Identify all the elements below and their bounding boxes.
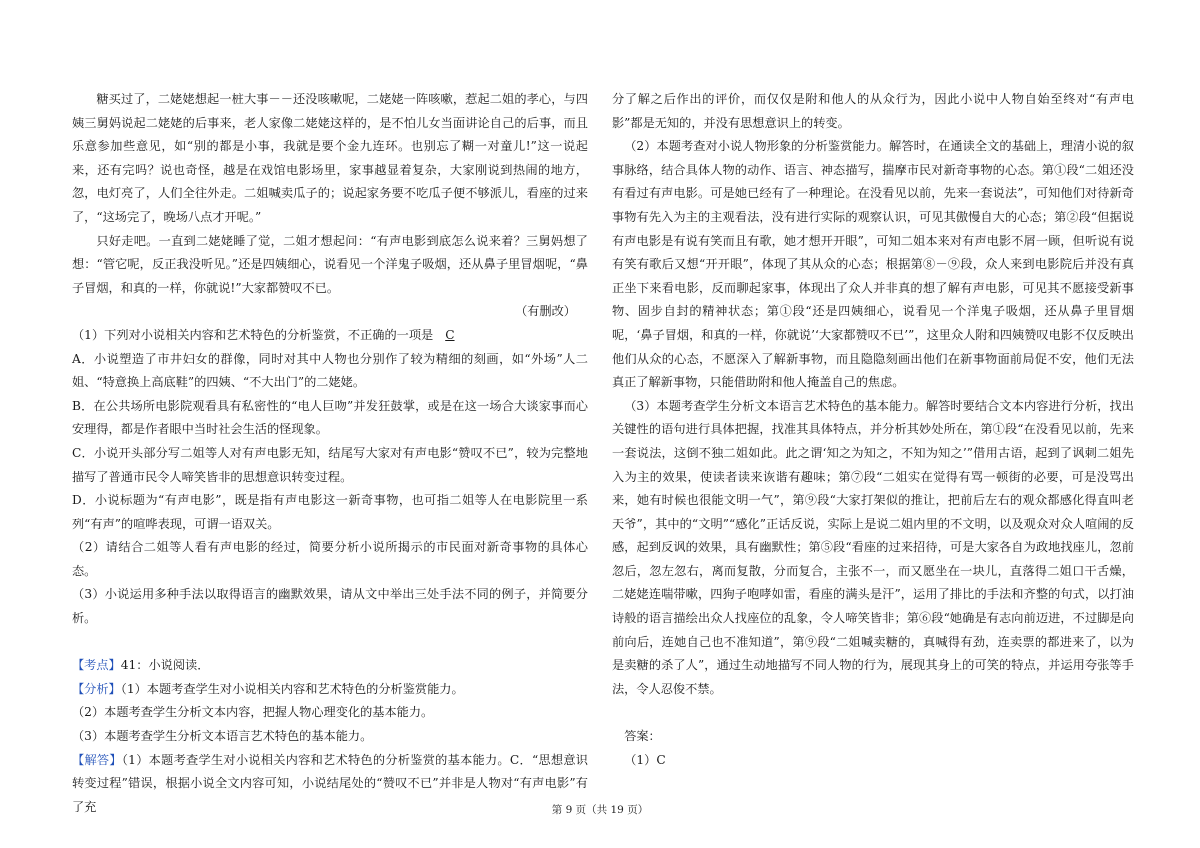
question-1-answer: C [445, 327, 455, 342]
question-3: （3）小说运用多种手法以取得语言的幽默效果，请从文中举出三处手法不同的例子，并简要分析。 [72, 587, 588, 626]
fenxi-line-3: （3）本题考查学生分析文本语言艺术特色的基本能力。 [72, 729, 373, 744]
jieda-1-continued: 分了解之后作出的评价，而仅仅是附和他人的从众行为，因此小说中人物自始至终对“有声电影”都是无知的，并没有思想意识上的转变。 [612, 92, 1134, 130]
fenxi-tag: 【分析】 [72, 681, 121, 696]
answer-1: （1）C [624, 752, 666, 767]
kaodian-line [72, 654, 588, 678]
kaodian-text: 41：小说阅读． [120, 658, 210, 673]
story-paragraph-2: 只好走吧。一直到二姥姥睡了觉，二姐才想起问：“有声电影到底怎么说来着？三舅妈想了想：“管它呢，反正我没听见。”还是四姨细心，说看见一个洋鬼子吸烟，还从鼻子里冒烟呢，“鼻子冒烟，和真的一样，你就说!”大家都赞叹不已。 [72, 233, 588, 295]
option-d: D．小说标题为“有声电影”，既是指有声电影这一新奇事物，也可指二姐等人在电影院里一系列“有声”的喧哗表现，可谓一语双关。 [72, 493, 588, 531]
right-column [612, 88, 1134, 772]
spacer [612, 701, 1134, 725]
jieda-3: （3）本题考查学生分析文本语言艺术特色的基本能力。解答时要结合文本内容进行分析，找出关键性的语句进行具体把握，找准其具体特点，并分析其妙处所在，第①段“在没看见以前，先来一套说法，这倒不独二姐如此。此之谓‘知之为知之，不知为知之’”借用古语，起到了讽刺二姐先入为主的效果，使读者读来诙谐有趣味；第⑦段“二姐实在觉得有骂一顿街的必要，可是没骂出来，她有时候也很能文明一气”，第⑨段“大家打架似的推让，把前后左右的观众都感化得直叫老天爷”，其中的“文明”“感化”正话反说，实际上是说二姐内里的不文明，以及观众对众人喧闹的反感，起到反讽的效果，具有幽默性；第⑤段“看座的过来招待，可是大家各自为政地找座儿，忽前忽后，忽左忽右，离而复散，分而复合，主张不一，而又愿坐在一块儿，直落得二姐口干舌燥，二姥姥连喘带嗽，四狗子咆哮如雷，看座的满头是汗”，运用了排比的手法和齐整的句式，以打油诗般的语言描绘出众人找座位的乱象，令人啼笑皆非；第⑥段“她确是有志向前迈进，不过脚是向前向后，连她自己也不准知道”，第⑨段“二姐喊卖糖的，真喊得有劲，连卖票的都进来了，以为是卖糖的杀了人”，通过生动地描写不同人物的行为，展现其身上的可笑的特点，并运用夸张等手法，令人忍俊不禁。 [612, 398, 1134, 696]
source-note: （有删改） [515, 304, 576, 319]
option-b: B．在公共场所电影院观看具有私密性的“电人巨吻”并发狂鼓掌，或是在这一场合大谈家事而心安理得，都是作者眼中当时社会生活的怪现象。 [72, 398, 588, 437]
answer-label: 答案： [624, 729, 661, 744]
question-2: （2）请结合二姐等人看有声电影的经过，简要分析小说所揭示的市民面对新奇事物的具体心态。 [72, 540, 588, 578]
fenxi-text-1: （1）本题考查学生对小说相关内容和艺术特色的分析鉴赏能力。 [120, 681, 464, 696]
question-1-text: （1）下列对小说相关内容和艺术特色的分析鉴赏，不正确的一项是 [72, 327, 434, 342]
question-1 [72, 324, 588, 348]
page-footer: 第 9 页（共 19 页） [551, 804, 649, 816]
jieda-2: （2）本题考查对小说人物形象的分析鉴赏能力。解答时，在通读全文的基础上，理清小说的叙事脉络，结合具体人物的动作、语言、神态描写，揣摩市民对新奇事物的心态。第①段“二姐还没有看过有声电影。可是她已经有了一种理论。在没看见以前，先来一套说法”，可知他们对待新奇事物有先入为主的主观看法，没有进行实际的观察认识，可见其傲慢自大的心态；第②段“但据说有声电影是有说有笑而且有歌，她才想开开眼”，可知二姐本来对有声电影不屑一顾，但听说有说有笑有歌后又想“开开眼”，体现了其从众的心态；根据第⑧－⑨段，众人来到电影院后并没有真正坐下来看电影，反而聊起家事，体现出了众人并非真的想了解有声电影，可见其不愿接受新事物、固步自封的精神状态；第①段“还是四姨细心，说看见一个洋鬼子吸烟，还从鼻子里冒烟呢，‘鼻子冒烟，和真的一样，你就说’‘大家都赞叹不已’”，这里众人附和四姨赞叹电影不仅反映出他们从众的心态，不愿深入了解新事物，而且隐隐刻画出他们在新事物面前局促不安，他们无法真正了解新事物，只能借助附和他人掩盖自己的焦虑。 [612, 139, 1134, 390]
jieda-text-1: （1）本题考查学生对小说相关内容和艺术特色的分析鉴赏的基本能力。C．“思想意识转变过程”错误，根据小说全文内容可知，小说结尾处的“赞叹不已”并非是人物对“有声电影”有了充 [72, 752, 588, 814]
spacer [72, 631, 588, 655]
kaodian-tag: 【考点】 [72, 658, 121, 673]
story-paragraph-1: 糖买过了，二姥姥想起一桩大事－－还没咳嗽呢，二姥姥一阵咳嗽，惹起二姐的孝心，与四姨三舅妈说起二姥姥的后事来，老人家像二姥姥这样的，是不怕儿女当面讲论自己的后事，而且乐意参加些意见，如“别的都是小事，我就是要个金九连环。也别忘了糊一对童儿!”这一说起来，还有完吗？说也奇怪，越是在戏馆电影场里，家事越显着复杂，大家刚说到热闹的地方，忽，电灯亮了，人们全往外走。二姐喊卖瓜子的；说起家务要不吃瓜子便不够派儿，看座的过来了，“这场完了，晚场八点才开呢。” [72, 92, 588, 224]
left-column [72, 88, 588, 819]
fenxi-line-2: （2）本题考查学生分析文本内容，把握人物心理变化的基本能力。 [72, 705, 434, 720]
option-a: A．小说塑造了市井妇女的群像，同时对其中人物也分别作了较为精细的刻画，如“外场”人二姐、“特意换上高底鞋”的四姨、“不大出门”的二姥姥。 [72, 351, 588, 390]
jieda-tag: 【解答】 [72, 752, 122, 767]
option-c: C．小说开头部分写二姐等人对有声电影无知，结尾写大家对有声电影“赞叹不已”，较为完整地描写了普通市民令人啼笑皆非的思想意识转变过程。 [72, 445, 588, 484]
fenxi-line [72, 678, 588, 702]
